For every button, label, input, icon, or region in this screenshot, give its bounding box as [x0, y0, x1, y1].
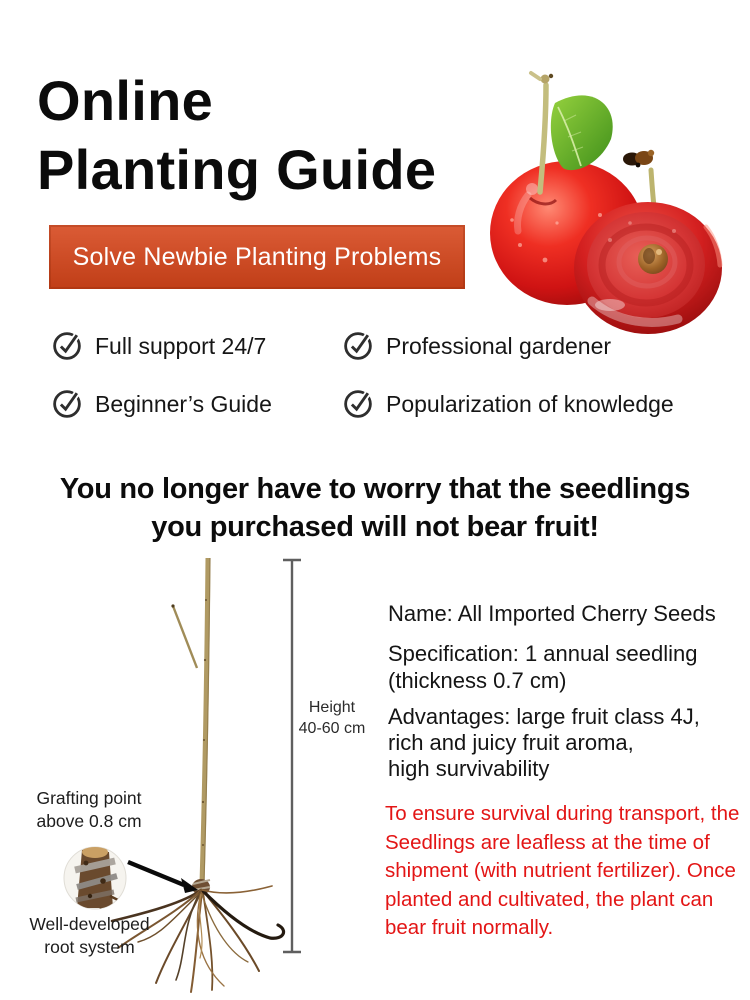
grafting-label-line-2: above 0.8 cm: [36, 810, 142, 831]
grafting-point-label: [18, 787, 160, 832]
check-circle-icon: [52, 331, 82, 361]
spec-line-2: (thickness 0.7 cm): [388, 668, 567, 693]
notice-line-3: shipment (with nutrient fertilizer). Once: [385, 859, 736, 882]
check-circle-icon: [52, 389, 82, 419]
headline-line-2: you purchased will not bear fruit!: [151, 511, 599, 543]
seedling-stem: [171, 558, 210, 895]
feature-item: [343, 389, 674, 419]
feature-item: [343, 331, 611, 361]
notice-line-2: Seedlings are leafless at the time of: [385, 830, 710, 854]
title-line-2: Planting Guide: [37, 138, 437, 201]
page-title: [37, 66, 436, 204]
pointer-arrow: [128, 862, 198, 893]
check-circle-icon: [343, 389, 373, 419]
height-label: [296, 697, 368, 739]
shipping-notice: [385, 800, 747, 943]
feature-label: Beginner’s Guide: [95, 390, 272, 417]
advantage-line-1: Advantages: large fruit class 4J,: [388, 704, 700, 729]
banner: [49, 225, 465, 289]
title-line-1: Online: [37, 69, 214, 132]
cherries-photo: [460, 55, 750, 340]
headline: [0, 470, 750, 546]
root-label-line-1: Well-developed: [29, 914, 150, 934]
check-circle-icon: [343, 331, 373, 361]
feature-item: [52, 331, 266, 361]
height-label-line-1: Height: [308, 699, 356, 716]
graft-closeup-photo: [64, 846, 126, 915]
product-spec: [388, 640, 740, 694]
notice-line-1: To ensure survival during transport, the: [385, 802, 740, 825]
feature-label: Full support 24/7: [95, 332, 267, 359]
root-system-label: [12, 913, 167, 958]
advantage-line-3: high survivability: [388, 756, 550, 781]
notice-line-5: bear fruit normally.: [385, 916, 554, 939]
cherry-leaf: [551, 95, 613, 170]
product-details: [388, 602, 740, 782]
product-name: Name: All Imported Cherry Seeds: [388, 601, 716, 626]
height-label-line-2: 40-60 cm: [298, 720, 366, 737]
grafting-label-line-1: Grafting point: [36, 788, 142, 808]
notice-line-4: planted and cultivated, the plant can: [385, 887, 714, 911]
measure-line: [283, 560, 301, 952]
root-label-line-2: root system: [44, 936, 135, 957]
advantage-line-2: rich and juicy fruit aroma,: [388, 730, 634, 755]
feature-item: [52, 389, 272, 419]
banner-label: Solve Newbie Planting Problems: [72, 242, 442, 271]
product-advantages: [388, 704, 740, 782]
withered-bud: [623, 150, 654, 168]
headline-line-1: You no longer have to worry that the seedlings: [59, 473, 691, 505]
spec-line-1: Specification: 1 annual seedling: [388, 641, 698, 666]
feature-label: Professional gardener: [386, 332, 612, 359]
feature-label: Popularization of knowledge: [386, 390, 674, 417]
